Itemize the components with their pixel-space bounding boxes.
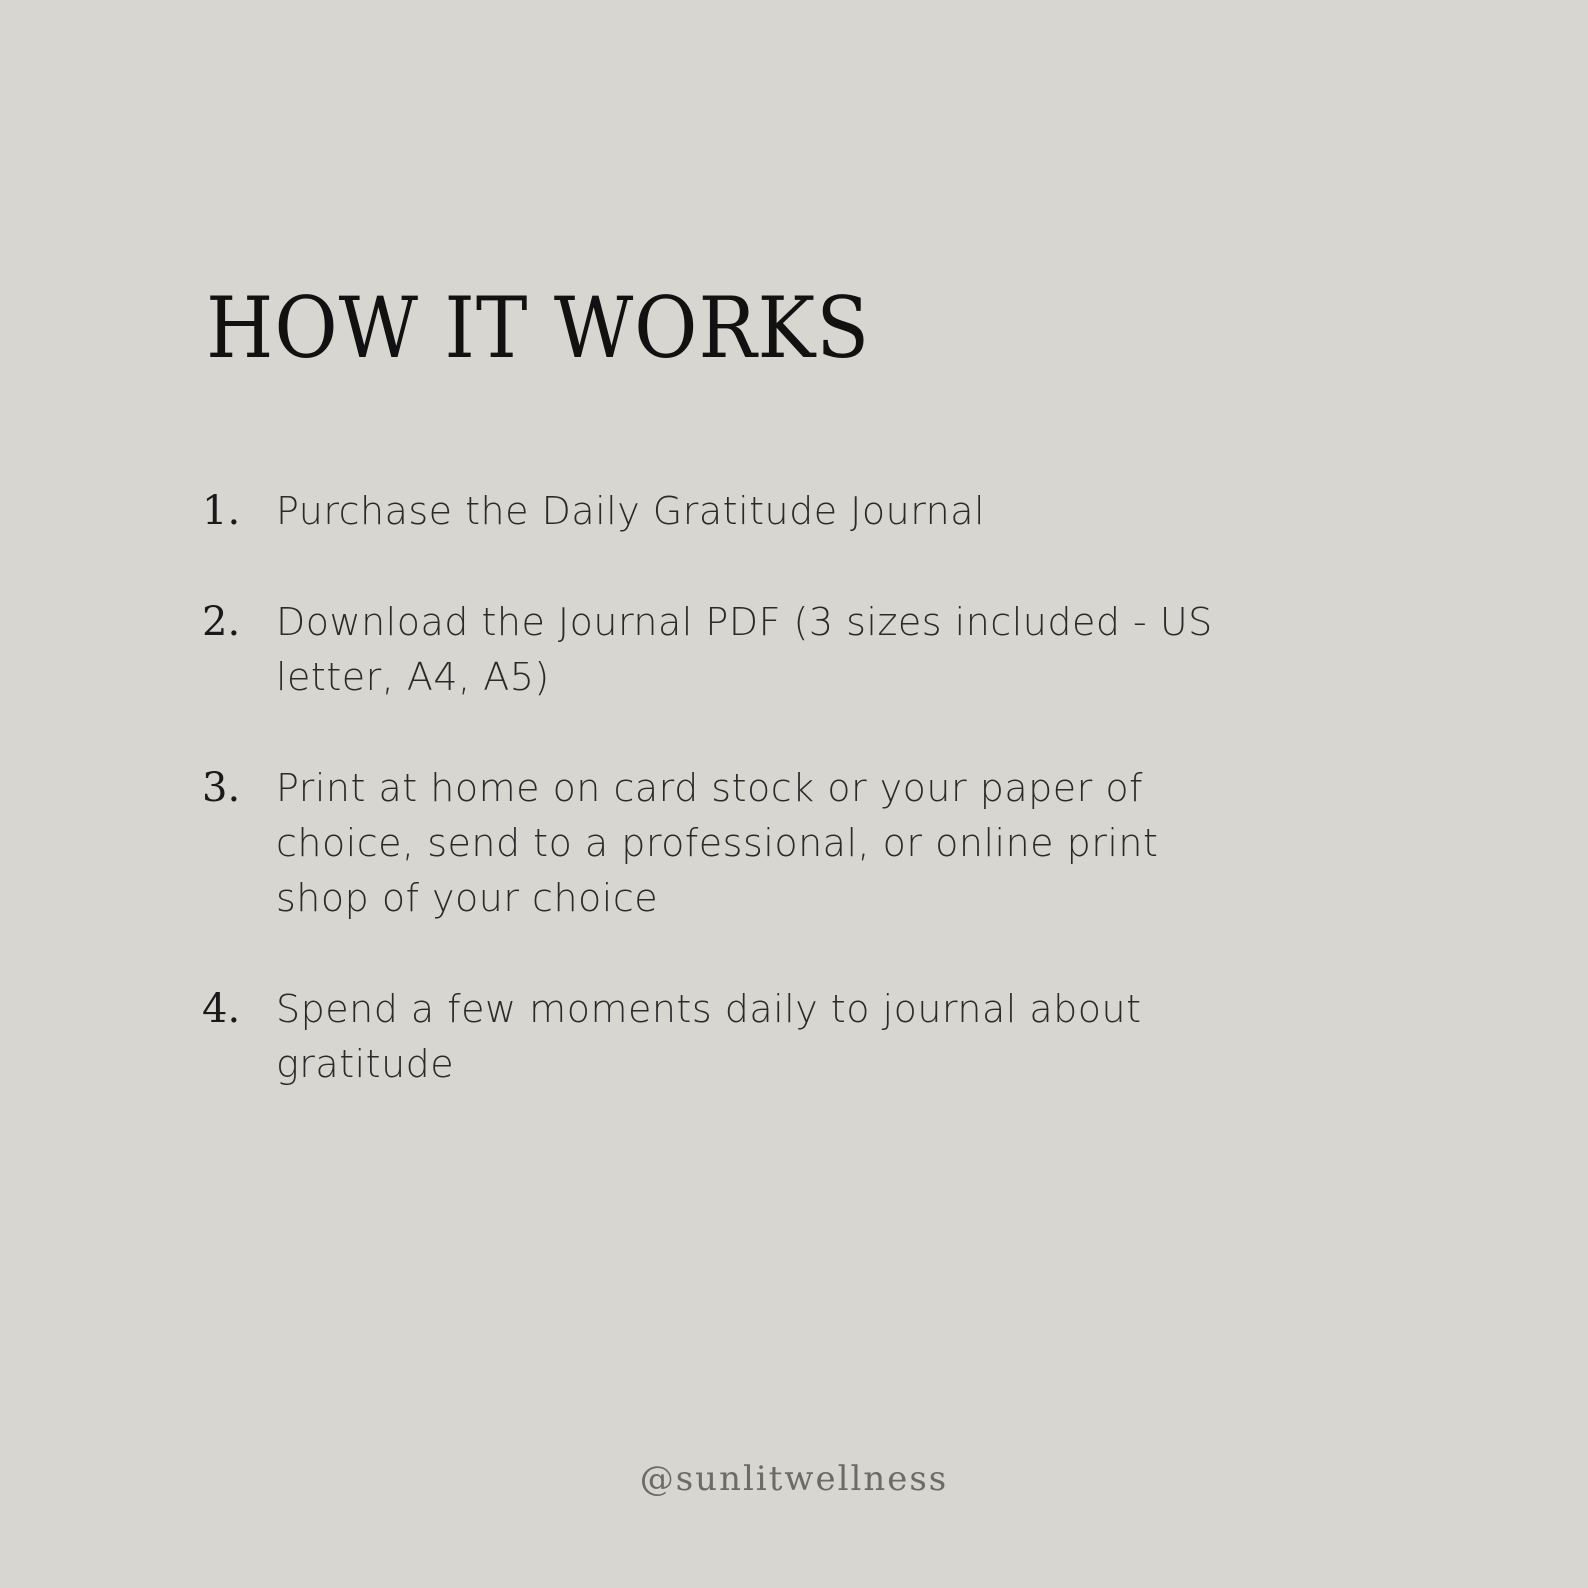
step-item — [202, 982, 1262, 1092]
step-item — [202, 761, 1262, 926]
social-handle: @sunlitwellness — [639, 1459, 949, 1499]
steps-list — [202, 484, 1262, 1148]
page-title: HOW IT WORKS — [206, 279, 871, 377]
step-text: Spend a few moments daily to journal about gratitude — [276, 987, 1142, 1086]
step-text: Purchase the Daily Gratitude Journal — [276, 489, 986, 533]
step-text: Print at home on card stock or your paper of choice, send to a professional, or online print shop of your choice — [276, 766, 1159, 920]
step-item — [202, 484, 1262, 539]
step-number: 3. — [202, 765, 241, 811]
step-number: 4. — [202, 986, 241, 1032]
step-number: 1. — [202, 488, 241, 534]
step-text: Download the Journal PDF (3 sizes included - US letter, A4, A5) — [276, 600, 1213, 699]
step-number: 2. — [202, 599, 241, 645]
step-item — [202, 595, 1262, 705]
